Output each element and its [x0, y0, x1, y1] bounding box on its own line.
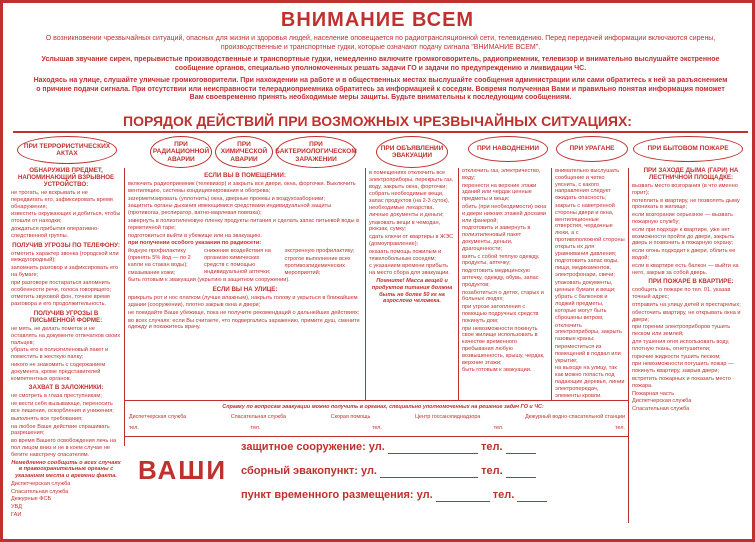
- list-item: экстренную профилактику;: [284, 248, 355, 255]
- help-services: [129, 414, 625, 421]
- column-hurricane: [555, 168, 625, 400]
- column-divider: [124, 168, 125, 446]
- list-item: во всех случаях: если Вы считаете, что подвергались заражению, примите душ, смените одежду и покажитесь врачу.: [128, 317, 360, 331]
- address-label: пункт временного размещения: ул.: [241, 489, 433, 501]
- procedures-divider: [13, 131, 748, 133]
- list-item: вызвать место возгорания (в что именно горит);: [632, 183, 738, 196]
- address-blank: [436, 489, 490, 502]
- help-phone: тел.: [250, 425, 261, 431]
- service-line: Пожарная часть: [632, 390, 675, 397]
- pill-flood: ПРИ НАВОДНЕНИИ: [468, 136, 548, 162]
- address-evac-point: [241, 465, 536, 478]
- list-item: упаковать документы, ценные бумаги и вещи;: [555, 279, 616, 293]
- service-line: Спасательная служба: [11, 488, 69, 495]
- address-label: сборный эвакопункт: ул.: [241, 465, 377, 477]
- list-item: при разговоре постараться запомнить особенности речи, голоса говорящего;: [11, 279, 112, 293]
- help-phone: тел.: [372, 425, 382, 431]
- phone-label: тел.: [480, 441, 503, 453]
- help-phone: тел.: [129, 425, 139, 431]
- list-item: йодную профилактику (принять 5% йод — по 2 капли на стакан воды);: [128, 248, 191, 268]
- list-item: при невозможности покинуть свое жилище использовать в качестве временного пребывания любую возвышенность, крышу, чердак, верхние этажи;: [462, 325, 545, 366]
- evacuation-note: Помните! Масса вещей и продуктов питания должна быть не более 50 кг на взрослого человека.: [371, 277, 453, 305]
- list-item: подготовить медицинскую аптечку, одежду, обувь, запас продуктов;: [462, 268, 539, 288]
- list-item: дождаться прибытия оперативно-следственной группы.: [11, 225, 99, 239]
- heading-smoke-stairwell: ПРИ ЗАХОДЕ ДЫМА (ГАРИ) НА ЛЕСТНИЧНОЙ ПЛОЩАДКЕ:: [643, 167, 739, 181]
- list-item: собрать необходимые вещи, запас продуктов (на 2-3 суток), необходимые лекарства, личные документы и деньги;: [369, 191, 450, 218]
- pill-terrorism: ПРИ ТЕРРОРИСТИЧЕСКИХ АКТАХ: [17, 136, 117, 164]
- phone-blank: [506, 441, 536, 454]
- service-line: Диспетчерская служба: [11, 480, 71, 487]
- list-item: не покидайте Ваше убежище, пока не получите рекомендаций о дальнейших действиях;: [128, 309, 360, 316]
- list-item: защитить органы дыхания имеющимися средствами индивидуальной защиты (противогаз, респиратор, ватно-марлевая повязка);: [128, 203, 332, 217]
- list-item: завернуть в полиэтиленовую пленку продукты питания и сделать запас питьевой воды в герметичной таре;: [128, 217, 360, 231]
- column-divider: [628, 168, 629, 523]
- list-item: если при подходе к квартире, уже нет возможности пройти до двери, закрыть дверь и позвонить в пожарную охрану;: [632, 226, 735, 247]
- service-line: УВД: [11, 504, 22, 511]
- special-instructions-row: [128, 248, 362, 277]
- address-temp-shelter: [241, 489, 547, 502]
- phone-label: тел.: [492, 489, 515, 501]
- column-terrorism: [11, 165, 121, 527]
- list-item: с указанием времени прибыть на место сбора для эвакуации.: [369, 263, 450, 277]
- list-item: не мять, не делать пометок и не оставлять на документе отпечатков своих пальцев;: [11, 325, 121, 346]
- help-service: Дежурный водно-спасательной станции: [525, 414, 625, 420]
- list-item: подготовить и завернуть в полиэтиленовый пакет документы, деньги, драгоценности;: [462, 225, 531, 252]
- list-item: прикрыть рот и нос платком (лучше влажным), накрыть голову и укрыться в ближайшем здании (сооружении), плотно закрыв окна и двери;: [128, 295, 358, 308]
- service-line: Спасательная служба: [632, 406, 690, 413]
- column-fire: [632, 165, 750, 527]
- list-item: если в квартире есть балкон — выйти на него, закрыв за собой дверь.: [632, 262, 739, 276]
- list-item: строгое выполнение всех противоэпидемических мероприятий;: [284, 255, 351, 276]
- list-item: снижение воздействия на организм химических средств с помощью индивидуальной аптечки;: [203, 248, 271, 275]
- chemical-instructions: [204, 248, 282, 277]
- heading-outdoors: ЕСЛИ ВЫ НА УЛИЦЕ:: [212, 286, 278, 294]
- heading-written-threat: ПОЛУЧИВ УГРОЗЫ В ПИСЬМЕННОЙ ФОРМЕ:: [29, 309, 103, 324]
- phone-blank: [506, 465, 536, 478]
- list-item: перенести на верхние этажи зданий или чердак ценные предметы и вещи;: [462, 182, 537, 203]
- address-blank: [388, 441, 478, 454]
- list-item: известить окружающих и добиться, чтобы отошли от находки;: [11, 211, 121, 225]
- address-divider: [124, 436, 628, 437]
- list-item: на любое Ваше действие спрашивать разрешения;: [11, 423, 110, 437]
- list-item: быть готовым к эвакуации.: [462, 367, 532, 374]
- procedures-title: ПОРЯДОК ДЕЙСТВИЙ ПРИ ВОЗМОЖНЫХ ЧРЕЗВЫЧАЙНЫХ СИТУАЦИЯХ:: [123, 113, 632, 129]
- help-phones: [129, 425, 625, 432]
- list-item: убрать его в полиэтиленовый пакет и поместить в жесткую папку;: [11, 347, 109, 361]
- special-instruction-label: при получении особого указания по радиосети:: [128, 240, 262, 247]
- address-label: защитное сооружение: ул.: [241, 441, 385, 453]
- address-blank: [380, 465, 478, 478]
- list-item: обесточить квартиру, не открывать окна и двери;: [632, 309, 741, 323]
- list-item: отправить на улицу детей и престарелых;: [632, 301, 741, 308]
- list-item: взять с собой теплую одежду, продукты, аптечку;: [462, 253, 540, 267]
- list-item: переместиться из помещений в подвал или укрытие;: [555, 343, 621, 364]
- pill-chemical: ПРИ ХИМИЧЕСКОЙ АВАРИИ: [215, 136, 273, 168]
- list-item: при угрозе затопления с помощью подручных средств покинуть дом;: [462, 304, 539, 324]
- column-divider: [365, 168, 366, 400]
- list-item: сообщить о пожаре по тел. 01, указав точный адрес;: [632, 287, 731, 301]
- help-service: Спасательная служба: [230, 414, 287, 420]
- list-item: при горении электроприборов тушить песком или землей;: [632, 324, 731, 338]
- list-item: смазывание кожи;: [128, 269, 176, 276]
- list-item: отметить звуковой фон, точное время разговора и его продолжительность.: [11, 294, 110, 308]
- list-item: включить радиоприемник (телевизор) и закрыть все двери, окна, форточки. Выключить вентиляцию, системы кондиционирования и обогрева;: [128, 181, 356, 194]
- address-shelter: [241, 441, 536, 454]
- intro-street-instructions: Находясь на улице, слушайте уличные громкоговорители. При нахождении на работе и в общественных местах выслушайте сообщения администрации или сами обратитесь к ней за разъяснением о причине подачи сигнала. При отсутствии или неисправности телерадиоприемника обратитесь за информацией к соседям. Вовремя полученная Вами и правильно понятая информация поможет Вам своевременно принять необходимые меры защиты. Будьте внимательны к последующим сообщениям.: [33, 77, 728, 101]
- list-item: оказать помощь пожилым и тяжелобольным соседям;: [369, 248, 442, 262]
- list-item: горючие жидкости тушить песком;: [632, 353, 721, 360]
- list-item: внимательно выслушать сообщение и четко уяснить, с какого направления следует ожидать опасность;: [555, 168, 620, 202]
- intro-instructions: Услышав звучание сирен, прерывистые производственные и транспортные гудки, немедленно включите громкоговоритель, радиоприемник, телевизор и внимательно выслушайте экстренное сообщение органов, специально уполномоченных решать задачи ГО и задачи по предупреждению и ликвидации ЧС.: [41, 56, 720, 72]
- heading-phone-threat: ПОЛУЧИВ УГРОЗЫ ПО ТЕЛЕФОНУ:: [12, 241, 120, 249]
- help-phone: тел.: [615, 425, 625, 431]
- help-service: Скорая помощь: [330, 414, 371, 420]
- help-line: Справку по вопросам эвакуации можно получить в органах, специально уполномоченных на решение задач ГО и ЧС:: [222, 404, 544, 410]
- list-item: не смотреть в глаза преступникам;: [11, 393, 102, 400]
- list-item: встретить пожарных и показать место пожара.: [632, 375, 731, 389]
- help-service: Диспетчерская служба: [129, 414, 187, 420]
- list-item: при невозможности потушить пожар — покинуть квартиру, закрыв двери;: [632, 361, 734, 375]
- list-item: в помещениях отключить все электроприборы, перекрыть газ, воду, закрыть окна, форточки;: [369, 170, 454, 190]
- phone-blank: [517, 489, 547, 502]
- list-item: выполнять все требования;: [11, 415, 83, 422]
- list-item: не трогать, не вскрывать и не передвигать его, зафиксировать время обнаружения;: [11, 190, 113, 210]
- pill-hurricane: ПРИ УРАГАНЕ: [556, 136, 628, 162]
- list-item: отметить характер звонка (городской или междугородный);: [11, 250, 119, 264]
- list-item: для тушения огня использовать воду, плотную ткань, огнетушители;: [632, 338, 730, 352]
- list-item: запомнить разговор и зафиксировать его на бумаге;: [11, 265, 119, 278]
- column-flood: [462, 168, 548, 400]
- service-line: Диспетчерская служба: [632, 398, 692, 405]
- radiation-instructions: [128, 248, 201, 277]
- vashi-label: ВАШИ: [138, 455, 228, 485]
- poster-title: ВНИМАНИЕ ВСЕМ: [280, 9, 475, 31]
- list-item: отключить электроприборы, закрыть газовые краны;: [555, 322, 622, 343]
- list-item: загерметизировать (уплотнить) окна, дверные проемы и воздухозаборники;: [128, 195, 325, 202]
- list-item: никого не знакомить с содержанием документа, кроме представителей компетентных органов.: [11, 361, 106, 382]
- heading-indoors: ЕСЛИ ВЫ В ПОМЕЩЕНИИ:: [204, 172, 286, 179]
- list-item: на выходе на улицу, так как можно попасть под падающие деревья, линии электропередач, элементы кровли.: [555, 365, 625, 399]
- list-item: закрыть с наветренной стороны двери и окна, вентиляционные отверстия, чердачные люки, а с противоположной стороны открыть их для уравнивания давления;: [555, 202, 625, 257]
- list-item: подготовиться выйти в убежище или на эвакуацию.: [128, 232, 262, 239]
- list-item: позаботиться о детях, старых и больных людях;: [462, 289, 544, 303]
- help-phone: тел.: [493, 425, 504, 431]
- pill-evacuation: ПРИ ОБЪЯВЛЕНИИ ЭВАКУАЦИИ: [376, 136, 448, 168]
- list-item: во время Вашего освобождения лечь на пол лицом вниз и не в коем случае не бегите навстречу спасателям.: [11, 438, 117, 458]
- service-line: ГАИ: [11, 512, 22, 519]
- pill-fire: ПРИ БЫТОВОМ ПОЖАРЕ: [633, 136, 743, 162]
- help-service: Центр госсанэпиднадзора: [414, 414, 481, 420]
- list-item: подготовить запас воды, пищи, медикаментов, электрофонари, свечи;: [555, 258, 619, 278]
- pill-bacteriological: ПРИ БАКТЕРИОЛОГИЧЕСКОМ ЗАРАЖЕНИИ: [276, 136, 356, 168]
- column-divider: [458, 168, 459, 400]
- list-item: обить (при необходимости) окна и двери нижних этажей досками или фанерой;: [462, 203, 547, 224]
- pill-radiation: ПРИ РАДИАЦИОННОЙ АВАРИИ: [150, 136, 212, 168]
- column-divider: [551, 168, 552, 400]
- list-item: упаковать вещи в чемодан, рюкзак, сумку;: [369, 219, 441, 233]
- heading-suspicious-object: ОБНАРУЖИВ ПРЕДМЕТ, НАПОМИНАЮЩИЙ ВЗРЫВНОЕ УСТРОЙСТВО:: [17, 167, 115, 188]
- column-evacuation: [369, 170, 455, 400]
- phone-label: тел.: [481, 465, 503, 477]
- help-divider: [124, 400, 628, 401]
- column-radiation-chemical-bio: [128, 170, 362, 400]
- list-item: если возгорание серьезное — вызвать пожарную службу;: [632, 212, 733, 225]
- intro-text: О возникновении чрезвычайных ситуаций, опасных для жизни и здоровья людей, население оповещается по радиотрансляционной сети, телевидению. Перед передачей информации включаются сирены, производственные и транспортные гудки, которые означают подачу сигнала "ВНИМАНИЕ ВСЕМ".: [45, 35, 716, 51]
- bio-instructions: [284, 248, 362, 277]
- terrorism-note: Немедленно сообщить о всех случаях в правоохранительные органы с указанием места и времени факта.: [11, 459, 121, 480]
- heading-hostages: ЗАХВАТ В ЗАЛОЖНИКИ:: [28, 384, 104, 392]
- list-item: быть готовым к эвакуации (укрытию в защитном сооружении).: [128, 277, 290, 284]
- list-item: если огонь подходит к двери, облить ее водой;: [632, 248, 736, 261]
- heading-apartment-fire: ПРИ ПОЖАРЕ В КВАРТИРЕ:: [648, 278, 734, 286]
- list-item: потеплить в квартиру, не позволять дыму проникать в жилище;: [632, 197, 740, 211]
- list-item: сдать ключи от квартиры в ЖЭС (домоуправление);: [369, 234, 454, 247]
- list-item: убрать с балконов и лоджий предметы, которые могут быть сброшены ветром;: [555, 294, 608, 321]
- list-item: отключить газ, электричество, воду;: [462, 168, 541, 181]
- list-item: не вести себя вызывающе, переносить все лишения, оскорбления и унижения;: [11, 401, 114, 414]
- service-line: Дежурные ФСБ: [11, 496, 52, 503]
